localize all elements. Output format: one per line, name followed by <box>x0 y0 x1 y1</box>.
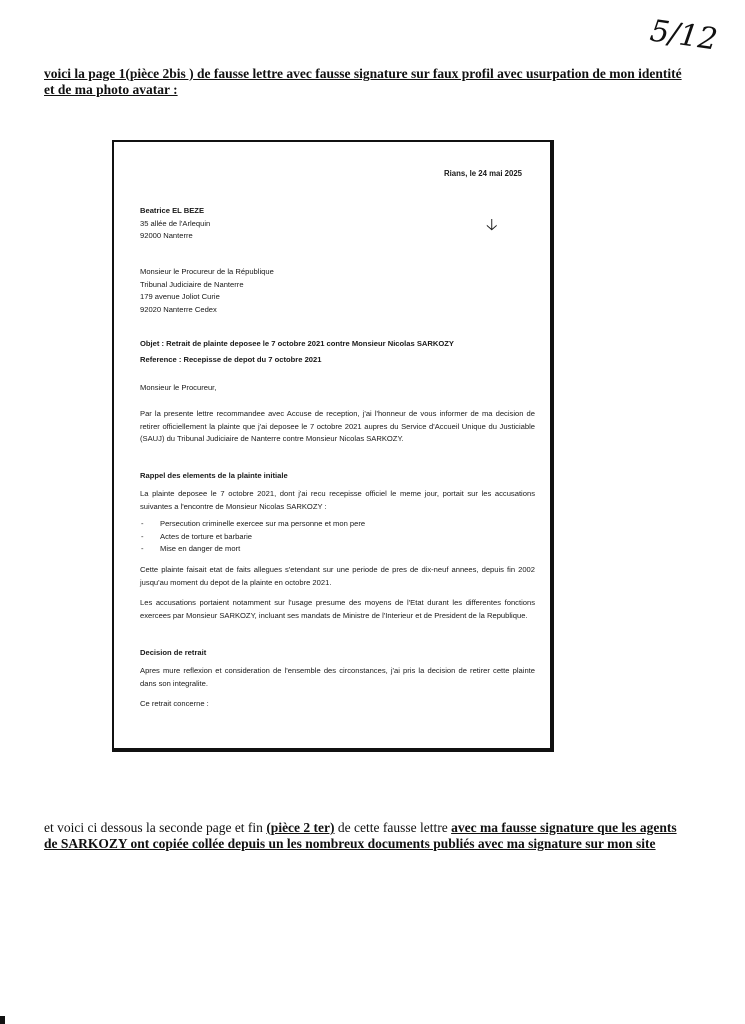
recipient-line2: Tribunal Judiciaire de Nanterre <box>140 279 244 289</box>
letter-heading: Decision de retrait <box>140 648 207 657</box>
bottom-text <box>44 820 704 852</box>
letter-reference: Reference : Recepisse de depot du 7 octobre 2021 <box>140 355 322 364</box>
letter-date: Rians, le 24 mai 2025 <box>444 169 523 178</box>
list-item: - Persecution criminelle exercee sur ma personne et mon pere <box>160 518 535 531</box>
scan-mark <box>0 1016 5 1024</box>
bottom-text-emphasis: avec ma fausse signature que les agents <box>451 820 677 835</box>
letter-paragraph: Ce retrait concerne : <box>140 699 209 708</box>
list-item: - Mise en danger de mort <box>160 543 535 556</box>
intro-line1: de fausse lettre avec fausse signature sur faux profil avec usurpation de mon identité <box>193 66 682 81</box>
bottom-piece-label: (pièce 2 ter) <box>266 820 335 835</box>
letter-paragraph: La plainte deposee le 7 octobre 2021, dont j'ai recu recepisse officiel le meme jour, portait sur les accusations suivantes a l'encontre de Monsieur Nicolas SARKOZY : <box>140 489 535 511</box>
recipient-line1: Monsieur le Procureur de la République <box>140 267 274 276</box>
bottom-line2: de SARKOZY ont copiée collée depuis un les nombreux documents publiés avec ma signature sur mon site <box>44 836 656 851</box>
letter-paragraph: Les accusations portaient notamment sur l'usage presume des moyens de l'Etat durant les differentes fonctions exercees par Monsieur SARKOZY, incluant ses mandats de Ministre de l'Interieur et de President de la Republique. <box>140 598 535 620</box>
intro-line2: et de ma photo avatar : <box>44 82 178 97</box>
bottom-text-part: de cette fausse lettre <box>334 820 452 835</box>
recipient-line3: 179 avenue Joliot Curie <box>140 292 220 301</box>
letter-paragraph: Apres mure reflexion et consideration de l'ensemble des circonstances, j'ai pris la decision de retirer cette plainte dans son integralite. <box>140 666 535 688</box>
letter-scan <box>112 140 554 752</box>
sender-name: Beatrice EL BEZE <box>140 206 205 215</box>
intro-text <box>44 66 704 98</box>
sender-block <box>140 205 210 243</box>
letter-paragraph: Cette plainte faisait etat de faits allegues s'etendant sur une periode de pres de dix-neuf annees, depuis fin 2002 jusqu'au moment du depot de la plainte en octobre 2021. <box>140 565 535 587</box>
list-item: - Actes de torture et barbarie <box>160 531 535 544</box>
intro-piece-label: voici la page 1(pièce 2bis ) <box>44 66 194 81</box>
letter-paragraph: Par la presente lettre recommandee avec Accuse de reception, j'ai l'honneur de vous informer de ma decision de retirer officiellement la plainte que j'ai deposee le 7 octobre 2021 aupres du Service d'Accueil Unique du Justiciable (SAUJ) du Tribunal Judiciaire de Nanterre contre Monsieur Nicolas SARKOZY. <box>140 409 535 443</box>
page-number: 5/12 <box>647 13 720 58</box>
letter-bullet-list <box>140 518 535 556</box>
letter-object: Objet : Retrait de plainte deposee le 7 octobre 2021 contre Monsieur Nicolas SARKOZY <box>140 339 454 348</box>
sender-city: 92000 Nanterre <box>140 231 193 240</box>
arrow-down-icon: 🡣 <box>486 217 498 234</box>
bottom-text-part: et voici ci dessous la seconde page et fin <box>44 820 267 835</box>
recipient-line4: 92020 Nanterre Cedex <box>140 304 217 314</box>
letter-heading: Rappel des elements de la plainte initiale <box>140 471 288 480</box>
sender-street: 35 allée de l'Arlequin <box>140 218 211 228</box>
recipient-block <box>140 266 274 316</box>
letter-salutation: Monsieur le Procureur, <box>140 383 217 392</box>
